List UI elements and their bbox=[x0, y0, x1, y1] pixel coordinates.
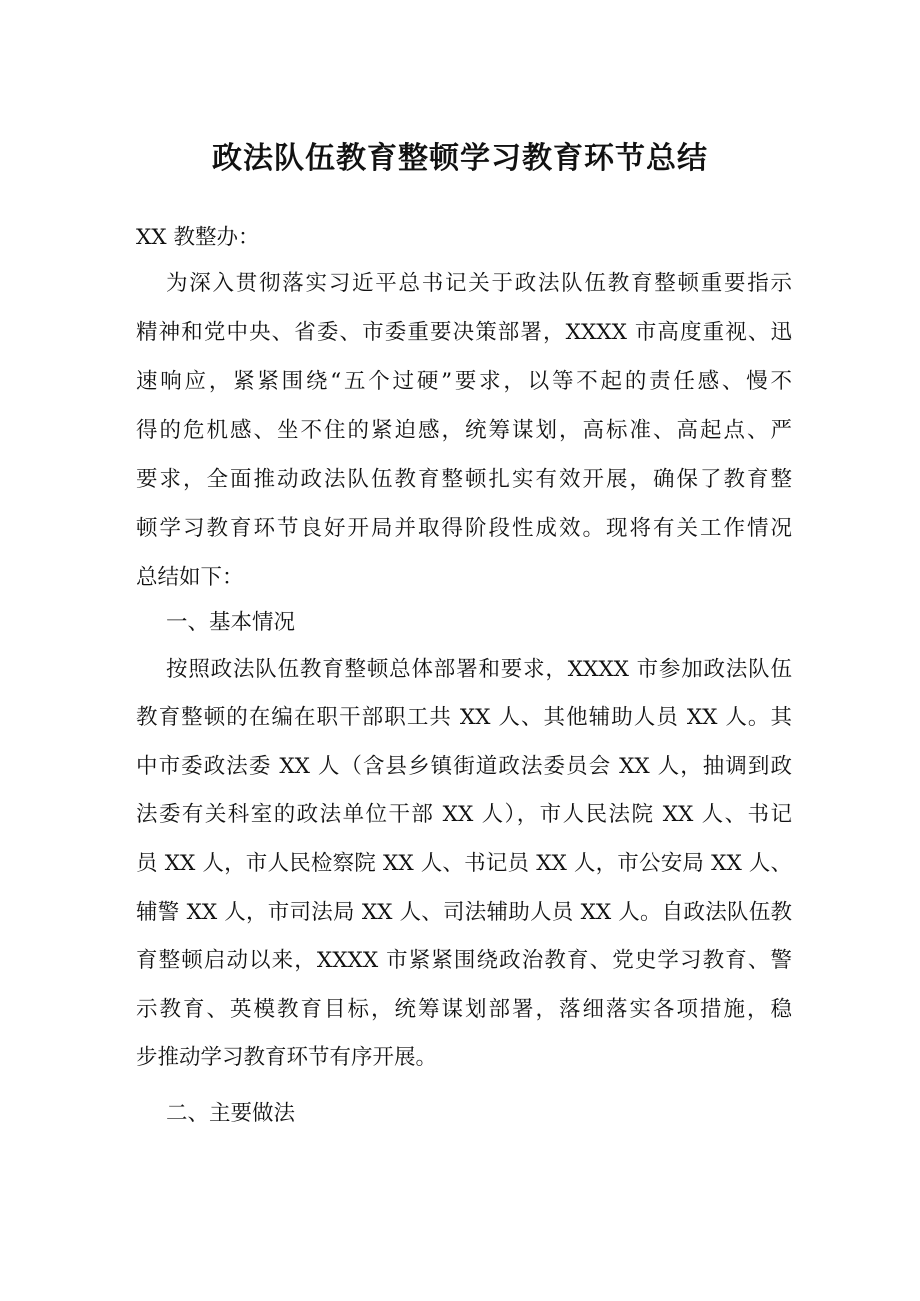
paragraph-line: 精神和党中央、省委、市委重要决策部署，XXXX 市高度重视、迅 bbox=[136, 320, 792, 345]
paragraph-line: 示教育、英模教育目标，统筹谋划部署，落细落实各项措施，稳 bbox=[136, 997, 792, 1022]
paragraph-line: 法委有关科室的政法单位干部 XX 人），市人民法院 XX 人、书记 bbox=[136, 802, 792, 827]
paragraph-line: 步推动学习教育环节有序开展。 bbox=[136, 1045, 438, 1070]
paragraph-line: 教育整顿的在编在职干部职工共 XX 人、其他辅助人员 XX 人。其 bbox=[136, 705, 792, 730]
salutation: XX 教整办： bbox=[136, 225, 260, 250]
paragraph-line: 总结如下： bbox=[136, 565, 244, 590]
section-heading-practices: 二、主要做法 bbox=[166, 1101, 296, 1126]
paragraph-line: 员 XX 人，市人民检察院 XX 人、书记员 XX 人，市公安局 XX 人、 bbox=[136, 851, 792, 876]
paragraph-line: 速响应，紧紧围绕“五个过硬”要求，以等不起的责任感、慢不 bbox=[136, 369, 792, 394]
document-title: 政法队伍教育整顿学习教育环节总结 bbox=[212, 141, 708, 176]
paragraph-line: 要求，全面推动政法队伍教育整顿扎实有效开展，确保了教育整 bbox=[136, 467, 792, 492]
section-heading-basic: 一、基本情况 bbox=[166, 610, 296, 635]
paragraph-line: 为深入贯彻落实习近平总书记关于政法队伍教育整顿重要指示 bbox=[166, 271, 792, 296]
paragraph-line: 育整顿启动以来，XXXX 市紧紧围绕政治教育、党史学习教育、警 bbox=[136, 948, 792, 973]
paragraph-line: 顿学习教育环节良好开局并取得阶段性成效。现将有关工作情况 bbox=[136, 516, 792, 541]
paragraph-line: 按照政法队伍教育整顿总体部署和要求，XXXX 市参加政法队伍 bbox=[166, 657, 792, 682]
paragraph-line: 得的危机感、坐不住的紧迫感，统筹谋划，高标准、高起点、严 bbox=[136, 418, 792, 443]
paragraph-line: 中市委政法委 XX 人（含县乡镇街道政法委员会 XX 人，抽调到政 bbox=[136, 754, 792, 779]
paragraph-line: 辅警 XX 人，市司法局 XX 人、司法辅助人员 XX 人。自政法队伍教 bbox=[136, 900, 792, 925]
